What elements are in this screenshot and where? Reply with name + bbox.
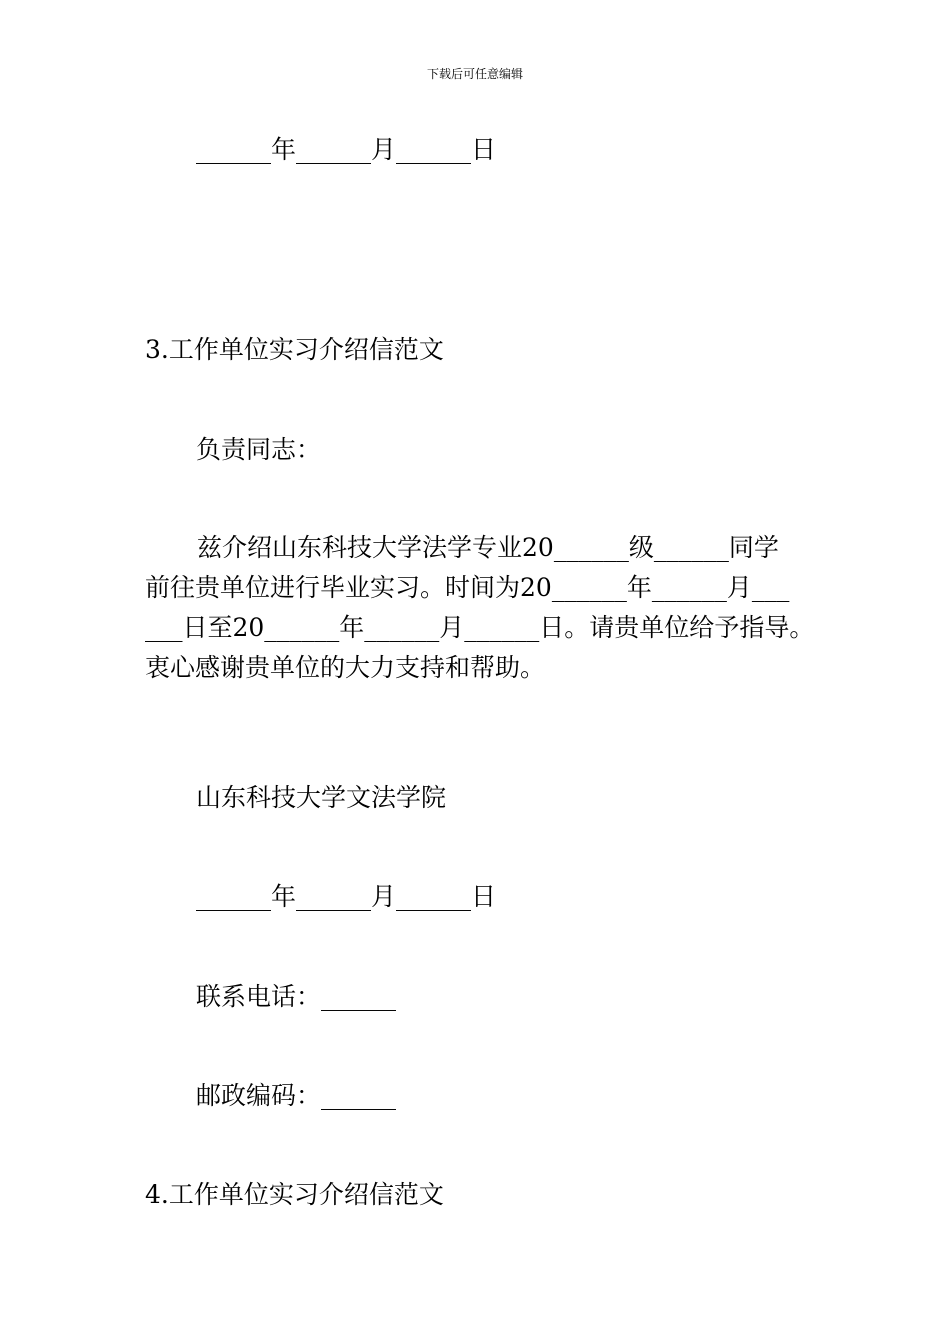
letter-body — [145, 528, 835, 688]
page-header-watermark: 下载后可任意编辑 — [426, 67, 523, 81]
letter-body-line: 兹介绍山东科技大学法学专业20______级______同学 — [197, 533, 779, 562]
letter-body-line: 前往贵单位进行毕业实习。时间为20______年______月___ — [145, 573, 790, 602]
salutation: 负责同志： — [196, 435, 322, 464]
signature-date-line: ______年______月______日 — [196, 882, 497, 911]
section3-title: 3.工作单位实习介绍信范文 — [145, 335, 444, 364]
letter-body-line: ___日至20______年______月______日。请贵单位给予指导。 — [145, 613, 815, 642]
signature-institution: 山东科技大学文法学院 — [196, 783, 447, 812]
letter-body-line: 衷心感谢贵单位的大力支持和帮助。 — [145, 653, 546, 682]
contact-phone: 联系电话：______ — [196, 982, 397, 1011]
top-date-line: ______年______月______日 — [196, 135, 497, 164]
section4-title: 4.工作单位实习介绍信范文 — [145, 1180, 444, 1209]
postal-code: 邮政编码：______ — [196, 1081, 397, 1110]
